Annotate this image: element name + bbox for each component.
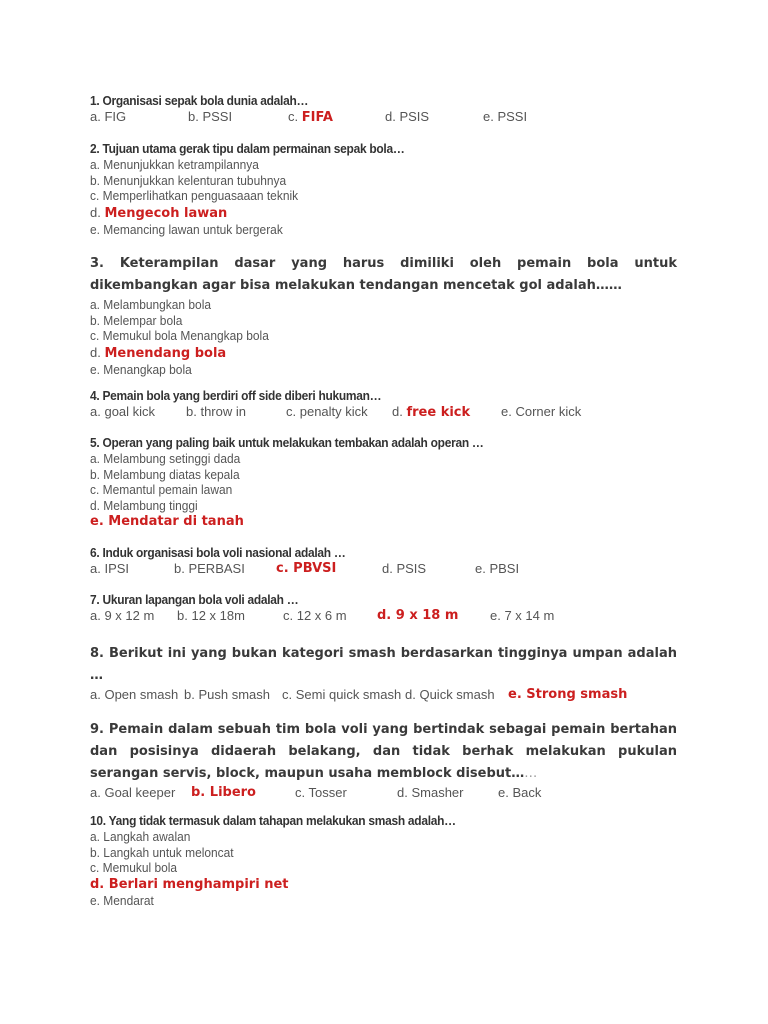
options-row <box>90 608 677 624</box>
option-a: a. Melambung setinggi dada <box>90 451 241 466</box>
option-b: b. Menunjukkan kelenturan tubuhnya <box>90 172 287 188</box>
option-a: a. Open smash <box>90 687 179 702</box>
option-b: b. throw in <box>186 404 246 419</box>
question-title: 10. Yang tidak termasuk dalam tahapan melakukan smash adalah… <box>90 813 456 828</box>
options-row <box>90 561 677 577</box>
option-c: c. Semi quick smash <box>282 687 402 702</box>
question-5 <box>90 435 677 530</box>
question-title: 9. Pemain dalam sebuah tim bola voli yang bertindak sebagai pemain bertahan dan posisinya didaerah belakang, dan tidak berhak melakukan pukulan serangan servis, block, maupun usaha memblock disebut…… <box>90 722 677 781</box>
question-title: 3. Keterampilan dasar yang harus dimiliki oleh pemain bola untuk dikembangkan agar bisa melakukan tendangan mencetak gol adalah…… <box>90 256 677 293</box>
question-3 <box>90 253 677 377</box>
option-e: e. 7 x 14 m <box>490 608 555 623</box>
option-c-correct: c. FIFA <box>288 109 333 125</box>
option-e: e. PSSI <box>483 109 528 124</box>
question-title: 5. Operan yang paling baik untuk melakukan tembakan adalah operan … <box>90 435 484 450</box>
option-c: c. penalty kick <box>286 404 368 419</box>
option-c: c. Tosser <box>295 785 347 800</box>
question-1 <box>90 93 677 125</box>
option-d: d. Smasher <box>397 785 464 800</box>
option-e: e. Menangkap bola <box>90 361 192 377</box>
option-b-correct: b. Libero <box>191 785 256 800</box>
option-a: a. Langkah awalan <box>90 829 191 844</box>
option-c: c. Memukul bola <box>90 860 178 876</box>
option-b: b. 12 x 18m <box>177 608 245 623</box>
option-a: a. FIG <box>90 109 127 124</box>
option-e-correct: e. Strong smash <box>508 687 628 702</box>
question-2 <box>90 141 677 237</box>
question-title: 4. Pemain bola yang berdiri off side diberi hukuman… <box>90 388 382 403</box>
option-d-correct: d. Berlari menghampiri net <box>90 876 289 892</box>
option-b: b. PSSI <box>188 109 233 124</box>
option-e: e. PBSI <box>475 561 520 576</box>
option-a: a. Menunjukkan ketrampilannya <box>90 157 259 172</box>
option-b: b. Langkah untuk meloncat <box>90 844 234 860</box>
question-10 <box>90 813 677 908</box>
option-d-correct: d. free kick <box>392 404 471 420</box>
option-b: b. PERBASI <box>174 561 245 576</box>
option-c: c. Memantul pemain lawan <box>90 482 233 498</box>
question-9 <box>90 719 677 801</box>
question-7 <box>90 592 677 624</box>
option-c-correct: c. PBVSI <box>276 561 337 576</box>
option-c: c. Memperlihatkan penguasaaan teknik <box>90 188 299 204</box>
question-6 <box>90 545 677 577</box>
option-c: c. 12 x 6 m <box>283 608 347 623</box>
option-d-correct: d. Mengecoh lawan <box>90 204 228 221</box>
option-e: e. Corner kick <box>501 404 582 419</box>
question-4 <box>90 388 677 420</box>
option-b: b. Melambung diatas kepala <box>90 466 240 482</box>
option-a: a. 9 x 12 m <box>90 608 155 623</box>
option-d: d. Melambung tinggi <box>90 497 198 513</box>
option-d-correct: d. 9 x 18 m <box>377 608 459 623</box>
option-e: e. Back <box>498 785 542 800</box>
question-title: 1. Organisasi sepak bola dunia adalah… <box>90 93 309 108</box>
option-e-correct: e. Mendatar di tanah <box>90 514 244 530</box>
option-a: a. Goal keeper <box>90 785 176 800</box>
question-title: 2. Tujuan utama gerak tipu dalam permainan sepak bola… <box>90 141 405 156</box>
options-row <box>90 109 677 125</box>
option-a: a. IPSI <box>90 561 130 576</box>
option-b: b. Push smash <box>184 687 271 702</box>
question-8 <box>90 643 677 703</box>
option-d: d. PSIS <box>382 561 427 576</box>
option-a: a. goal kick <box>90 404 156 419</box>
question-title: 6. Induk organisasi bola voli nasional adalah … <box>90 545 346 560</box>
question-title: 8. Berikut ini yang bukan kategori smash berdasarkan tingginya umpan adalah … <box>90 646 677 683</box>
question-title: 7. Ukuran lapangan bola voli adalah … <box>90 592 299 607</box>
option-d-correct: d. Menendang bola <box>90 344 227 361</box>
option-d: d. PSIS <box>385 109 430 124</box>
options-row <box>90 687 677 703</box>
option-c: c. Memukul bola Menangkap bola <box>90 328 269 344</box>
option-b: b. Melempar bola <box>90 312 183 328</box>
option-e: e. Memancing lawan untuk bergerak <box>90 221 283 237</box>
option-d: d. Quick smash <box>405 687 495 702</box>
option-a: a. Melambungkan bola <box>90 297 212 312</box>
options-row <box>90 404 677 420</box>
option-e: e. Mendarat <box>90 892 154 908</box>
options-row <box>90 785 677 801</box>
